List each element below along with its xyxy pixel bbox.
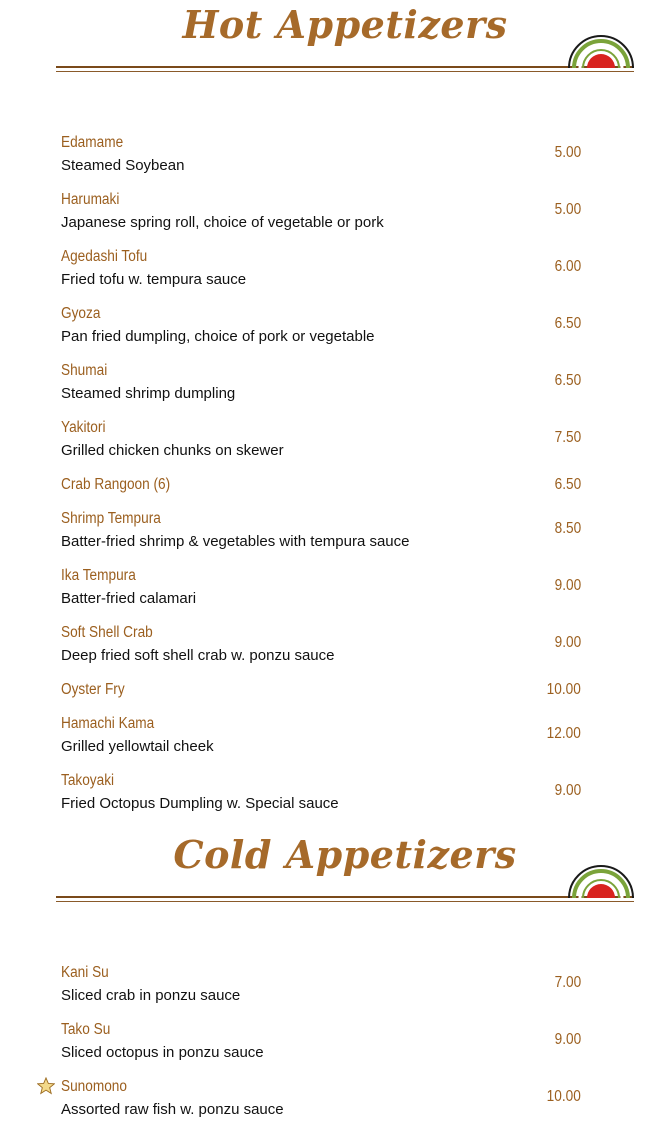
- header-rule: [56, 66, 634, 68]
- item-name: Shrimp Tempura: [61, 510, 161, 527]
- item-name: Gyoza: [61, 305, 101, 322]
- menu-item: [61, 190, 581, 247]
- cold-appetizers-header: [56, 830, 634, 908]
- item-name: Yakitori: [61, 419, 106, 436]
- rainbow-logo-icon: [568, 34, 634, 68]
- menu-item: [61, 133, 581, 190]
- header-rule-thin: [56, 71, 634, 72]
- hot-appetizers-title: Hot Appetizers: [182, 2, 508, 47]
- item-description: Steamed Soybean: [61, 157, 185, 174]
- item-name: Agedashi Tofu: [61, 248, 148, 265]
- item-name: Crab Rangoon (6): [61, 476, 171, 493]
- item-name: Edamame: [61, 134, 124, 151]
- hot-appetizers-header: [56, 0, 634, 78]
- item-name: Shumai: [61, 362, 108, 379]
- menu-item: [61, 418, 581, 475]
- item-price: 6.50: [554, 476, 581, 493]
- item-price: 12.00: [546, 725, 581, 742]
- star-icon: [37, 1077, 55, 1095]
- menu-item: [61, 509, 581, 566]
- cold-appetizers-title: Cold Appetizers: [173, 832, 517, 877]
- item-name: Tako Su: [61, 1021, 111, 1038]
- item-name: Soft Shell Crab: [61, 624, 153, 641]
- item-description: Deep fried soft shell crab w. ponzu sauce: [61, 647, 335, 664]
- menu-item: [61, 1020, 581, 1077]
- item-price: 8.50: [554, 520, 581, 537]
- item-price: 9.00: [554, 1031, 581, 1048]
- menu-item: [61, 247, 581, 304]
- item-description: Sliced crab in ponzu sauce: [61, 987, 241, 1004]
- item-price: 9.00: [554, 577, 581, 594]
- item-description: Fried tofu w. tempura sauce: [61, 271, 247, 288]
- item-description: Grilled yellowtail cheek: [61, 738, 214, 755]
- item-name: Ika Tempura: [61, 567, 136, 584]
- hot-appetizers-list: [61, 133, 581, 828]
- item-price: 6.00: [554, 258, 581, 275]
- header-rule: [56, 896, 634, 898]
- item-name: Hamachi Kama: [61, 715, 155, 732]
- item-description: Batter-fried calamari: [61, 590, 197, 607]
- item-price: 5.00: [554, 144, 581, 161]
- item-name: Takoyaki: [61, 772, 115, 789]
- item-name: Oyster Fry: [61, 681, 125, 698]
- item-description: Fried Octopus Dumpling w. Special sauce: [61, 795, 339, 812]
- item-description: Assorted raw fish w. ponzu sauce: [61, 1101, 284, 1118]
- header-rule-thin: [56, 901, 634, 902]
- item-price: 6.50: [554, 315, 581, 332]
- item-description: Batter-fried shrimp & vegetables with tempura sauce: [61, 533, 410, 550]
- item-name: Kani Su: [61, 964, 109, 981]
- item-name: Sunomono: [61, 1078, 127, 1095]
- item-description: Grilled chicken chunks on skewer: [61, 442, 284, 459]
- item-description: Japanese spring roll, choice of vegetable or pork: [61, 214, 384, 231]
- menu-item: [61, 680, 581, 714]
- item-name: Harumaki: [61, 191, 120, 208]
- menu-item: [61, 771, 581, 828]
- menu-item: [61, 361, 581, 418]
- rainbow-logo-icon: [568, 864, 634, 898]
- item-description: Pan fried dumpling, choice of pork or vegetable: [61, 328, 375, 345]
- menu-item: [61, 963, 581, 1020]
- item-price: 9.00: [554, 634, 581, 651]
- menu-item: [61, 304, 581, 361]
- cold-appetizers-list: [61, 963, 581, 1134]
- item-price: 7.50: [554, 429, 581, 446]
- item-description: Sliced octopus in ponzu sauce: [61, 1044, 264, 1061]
- menu-item: [61, 475, 581, 509]
- item-price: 10.00: [546, 681, 581, 698]
- item-price: 10.00: [546, 1088, 581, 1105]
- item-description: Steamed shrimp dumpling: [61, 385, 236, 402]
- item-price: 5.00: [554, 201, 581, 218]
- menu-item: [61, 623, 581, 680]
- item-price: 6.50: [554, 372, 581, 389]
- menu-item: [61, 714, 581, 771]
- item-price: 9.00: [554, 782, 581, 799]
- menu-item: [61, 566, 581, 623]
- menu-item: [61, 1077, 581, 1134]
- item-price: 7.00: [554, 974, 581, 991]
